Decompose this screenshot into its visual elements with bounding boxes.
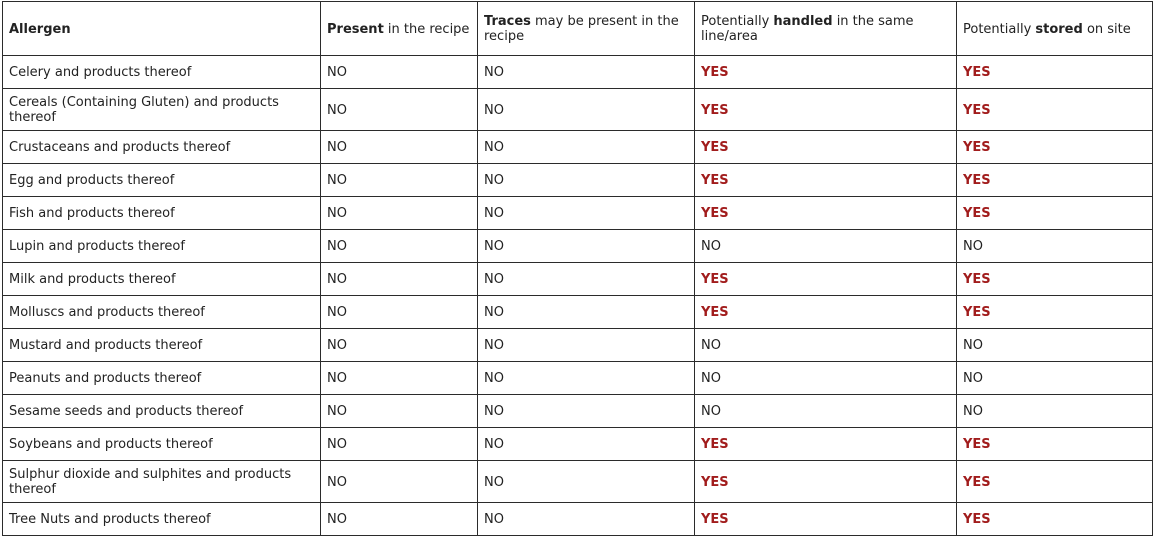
stored-value: YES [957,56,1153,89]
traces-value: NO [478,197,695,230]
present-value: NO [321,197,478,230]
allergen-name: Fish and products thereof [3,197,321,230]
traces-value: NO [478,329,695,362]
present-value: NO [321,329,478,362]
traces-value: NO [478,230,695,263]
table-row [3,263,1153,296]
header-handled: Potentially handled in the same line/area [695,2,957,56]
allergen-name: Cereals (Containing Gluten) and products thereof [3,89,321,131]
stored-value: NO [957,395,1153,428]
table-row [3,56,1153,89]
traces-value: NO [478,428,695,461]
handled-value: NO [695,230,957,263]
handled-value: YES [695,461,957,503]
stored-value: YES [957,89,1153,131]
present-value: NO [321,395,478,428]
allergen-name: Tree Nuts and products thereof [3,503,321,536]
stored-value: YES [957,131,1153,164]
handled-value: NO [695,395,957,428]
table-row [3,230,1153,263]
header-present: Present in the recipe [321,2,478,56]
table-row [3,89,1153,131]
traces-value: NO [478,503,695,536]
traces-value: NO [478,164,695,197]
present-value: NO [321,503,478,536]
table-row [3,164,1153,197]
table-row [3,428,1153,461]
table-row [3,296,1153,329]
stored-value: YES [957,428,1153,461]
allergen-name: Soybeans and products thereof [3,428,321,461]
allergen-name: Sulphur dioxide and sulphites and products thereof [3,461,321,503]
handled-value: YES [695,89,957,131]
table-row [3,461,1153,503]
present-value: NO [321,131,478,164]
traces-value: NO [478,296,695,329]
traces-value: NO [478,263,695,296]
allergen-name: Lupin and products thereof [3,230,321,263]
allergen-table [2,1,1153,536]
table-row [3,197,1153,230]
handled-value: YES [695,164,957,197]
present-value: NO [321,296,478,329]
present-value: NO [321,362,478,395]
table-row [3,329,1153,362]
stored-value: YES [957,263,1153,296]
allergen-name: Peanuts and products thereof [3,362,321,395]
allergen-table-container [2,1,1153,536]
handled-value: YES [695,131,957,164]
stored-value: YES [957,461,1153,503]
table-row [3,131,1153,164]
table-header-row [3,2,1153,56]
table-row [3,503,1153,536]
handled-value: NO [695,362,957,395]
present-value: NO [321,56,478,89]
stored-value: YES [957,197,1153,230]
handled-value: NO [695,329,957,362]
stored-value: NO [957,230,1153,263]
allergen-name: Molluscs and products thereof [3,296,321,329]
handled-value: YES [695,503,957,536]
stored-value: YES [957,503,1153,536]
table-row [3,362,1153,395]
present-value: NO [321,164,478,197]
handled-value: YES [695,197,957,230]
traces-value: NO [478,395,695,428]
handled-value: YES [695,263,957,296]
header-traces: Traces may be present in the recipe [478,2,695,56]
stored-value: NO [957,329,1153,362]
header-allergen: Allergen [3,2,321,56]
present-value: NO [321,263,478,296]
present-value: NO [321,461,478,503]
handled-value: YES [695,428,957,461]
header-stored: Potentially stored on site [957,2,1153,56]
traces-value: NO [478,131,695,164]
present-value: NO [321,428,478,461]
stored-value: YES [957,296,1153,329]
handled-value: YES [695,296,957,329]
present-value: NO [321,89,478,131]
allergen-name: Mustard and products thereof [3,329,321,362]
stored-value: NO [957,362,1153,395]
traces-value: NO [478,362,695,395]
traces-value: NO [478,56,695,89]
allergen-name: Celery and products thereof [3,56,321,89]
allergen-name: Egg and products thereof [3,164,321,197]
present-value: NO [321,230,478,263]
traces-value: NO [478,461,695,503]
stored-value: YES [957,164,1153,197]
table-row [3,395,1153,428]
allergen-name: Crustaceans and products thereof [3,131,321,164]
allergen-name: Milk and products thereof [3,263,321,296]
handled-value: YES [695,56,957,89]
traces-value: NO [478,89,695,131]
allergen-name: Sesame seeds and products thereof [3,395,321,428]
